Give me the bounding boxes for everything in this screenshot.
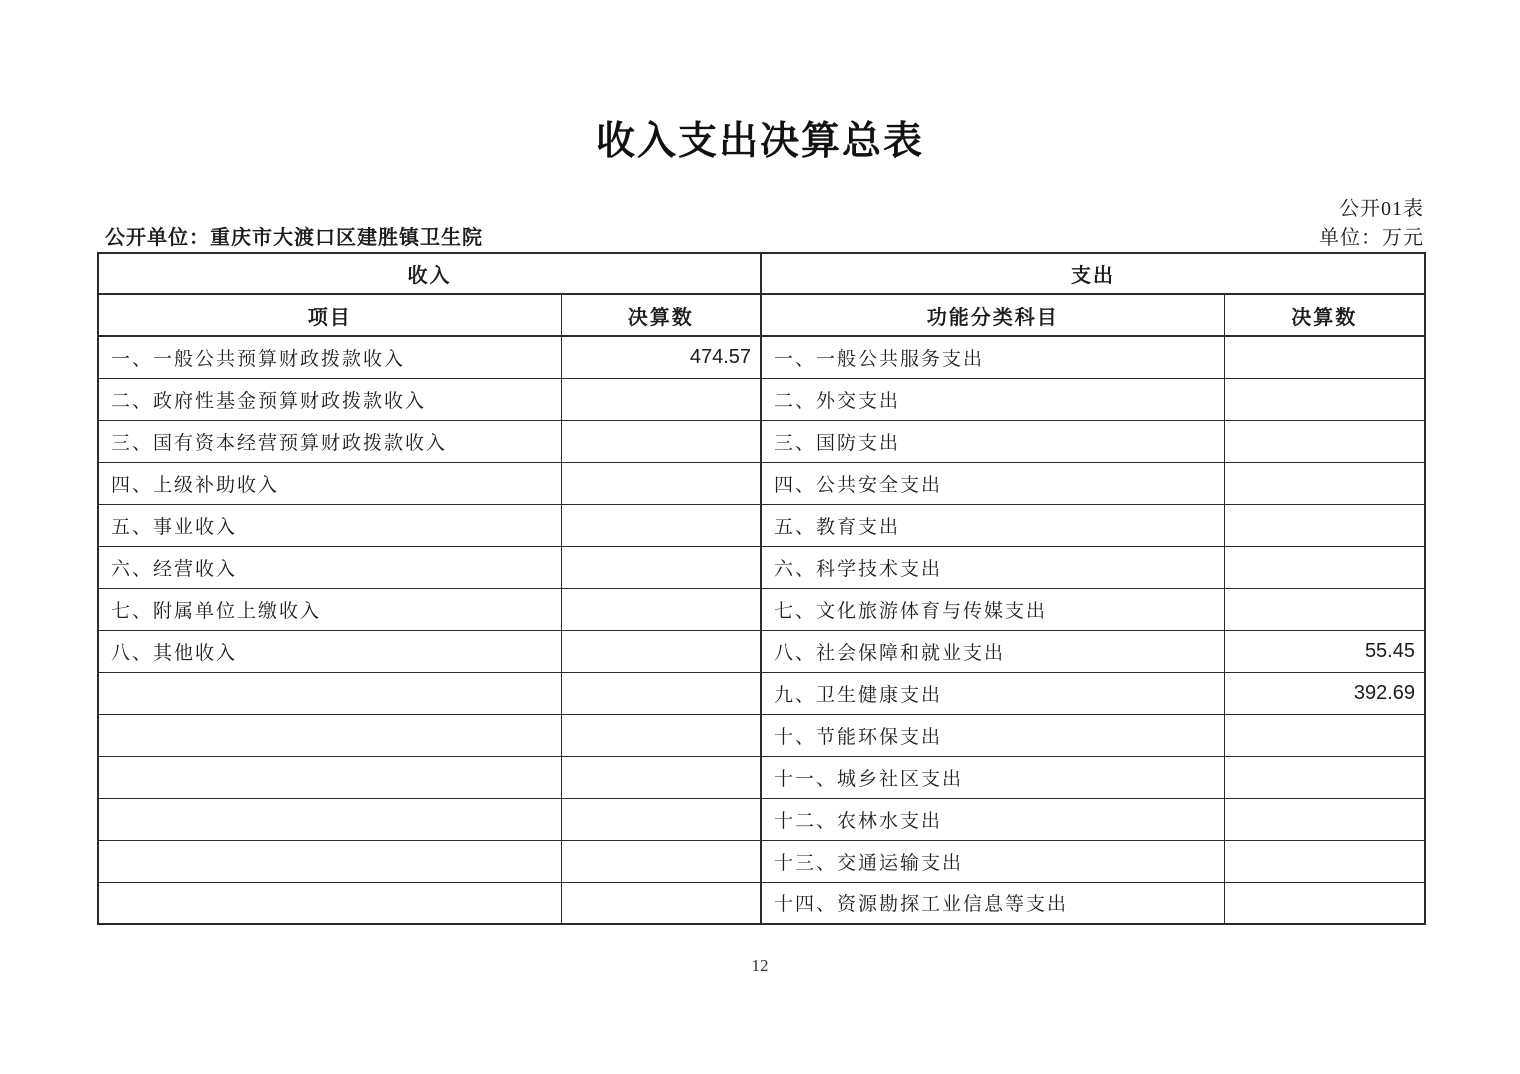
income-value-cell [561, 798, 761, 840]
income-item-cell: 二、政府性基金预算财政拨款收入 [98, 378, 561, 420]
expense-item-cell: 五、教育支出 [761, 504, 1224, 546]
expense-item-column-header: 功能分类科目 [761, 294, 1224, 336]
expense-value-cell [1224, 588, 1425, 630]
table-row [98, 378, 1425, 420]
table-row [98, 672, 1425, 714]
expense-item-cell: 六、科学技术支出 [761, 546, 1224, 588]
publisher-label: 公开单位：重庆市大渡口区建胜镇卫生院 [105, 227, 483, 249]
income-item-cell [98, 840, 561, 882]
income-item-cell: 四、上级补助收入 [98, 462, 561, 504]
expense-item-cell: 十、节能环保支出 [761, 714, 1224, 756]
income-value-cell [561, 462, 761, 504]
table-row [98, 546, 1425, 588]
expense-item-cell: 九、卫生健康支出 [761, 672, 1224, 714]
expense-value-cell [1224, 882, 1425, 924]
income-value-column-header: 决算数 [561, 294, 761, 336]
income-value-cell [561, 756, 761, 798]
column-header-row [98, 294, 1425, 336]
income-value-cell [561, 546, 761, 588]
table-row [98, 798, 1425, 840]
expense-item-cell: 八、社会保障和就业支出 [761, 630, 1224, 672]
expense-item-cell: 十四、资源勘探工业信息等支出 [761, 882, 1224, 924]
expense-item-cell: 十一、城乡社区支出 [761, 756, 1224, 798]
expense-item-cell: 四、公共安全支出 [761, 462, 1224, 504]
income-item-cell: 七、附属单位上缴收入 [98, 588, 561, 630]
income-value-cell [561, 672, 761, 714]
expense-value-cell [1224, 462, 1425, 504]
income-item-cell [98, 714, 561, 756]
income-item-cell: 六、经营收入 [98, 546, 561, 588]
income-value-cell [561, 588, 761, 630]
budget-table [97, 252, 1426, 925]
income-item-cell: 五、事业收入 [98, 504, 561, 546]
income-item-cell: 八、其他收入 [98, 630, 561, 672]
income-value-cell: 474.57 [561, 336, 761, 378]
expense-value-cell [1224, 420, 1425, 462]
expense-value-cell [1224, 378, 1425, 420]
table-code-label: 公开01表 [1339, 198, 1424, 220]
income-item-cell [98, 882, 561, 924]
page-title: 收入支出决算总表 [595, 120, 924, 163]
budget-table-body [98, 336, 1425, 924]
table-row [98, 840, 1425, 882]
income-item-cell: 一、一般公共预算财政拨款收入 [98, 336, 561, 378]
income-section-header: 收入 [98, 253, 761, 294]
income-value-cell [561, 420, 761, 462]
income-value-cell [561, 882, 761, 924]
expense-section-header: 支出 [761, 253, 1425, 294]
income-item-cell: 三、国有资本经营预算财政拨款收入 [98, 420, 561, 462]
expense-value-cell: 55.45 [1224, 630, 1425, 672]
table-row [98, 756, 1425, 798]
expense-value-cell [1224, 504, 1425, 546]
expense-value-cell: 392.69 [1224, 672, 1425, 714]
table-row [98, 336, 1425, 378]
income-item-cell [98, 756, 561, 798]
expense-value-column-header: 决算数 [1224, 294, 1425, 336]
income-value-cell [561, 378, 761, 420]
income-value-cell [561, 840, 761, 882]
unit-note-label: 单位：万元 [1319, 227, 1424, 249]
expense-item-cell: 三、国防支出 [761, 420, 1224, 462]
expense-value-cell [1224, 798, 1425, 840]
income-value-cell [561, 504, 761, 546]
table-row [98, 882, 1425, 924]
expense-value-cell [1224, 840, 1425, 882]
expense-value-cell [1224, 714, 1425, 756]
table-row [98, 462, 1425, 504]
expense-item-cell: 十二、农林水支出 [761, 798, 1224, 840]
table-row [98, 504, 1425, 546]
expense-item-cell: 二、外交支出 [761, 378, 1224, 420]
income-value-cell [561, 630, 761, 672]
expense-value-cell [1224, 546, 1425, 588]
expense-item-cell: 十三、交通运输支出 [761, 840, 1224, 882]
section-header-row [98, 253, 1425, 294]
expense-value-cell [1224, 336, 1425, 378]
table-row [98, 630, 1425, 672]
income-value-cell [561, 714, 761, 756]
table-row [98, 588, 1425, 630]
table-row [98, 420, 1425, 462]
income-item-cell [98, 798, 561, 840]
table-row [98, 714, 1425, 756]
income-item-column-header: 项目 [98, 294, 561, 336]
page-number: 12 [751, 956, 769, 975]
meta-row [105, 221, 1424, 250]
expense-item-cell: 七、文化旅游体育与传媒支出 [761, 588, 1224, 630]
expense-item-cell: 一、一般公共服务支出 [761, 336, 1224, 378]
income-item-cell [98, 672, 561, 714]
expense-value-cell [1224, 756, 1425, 798]
